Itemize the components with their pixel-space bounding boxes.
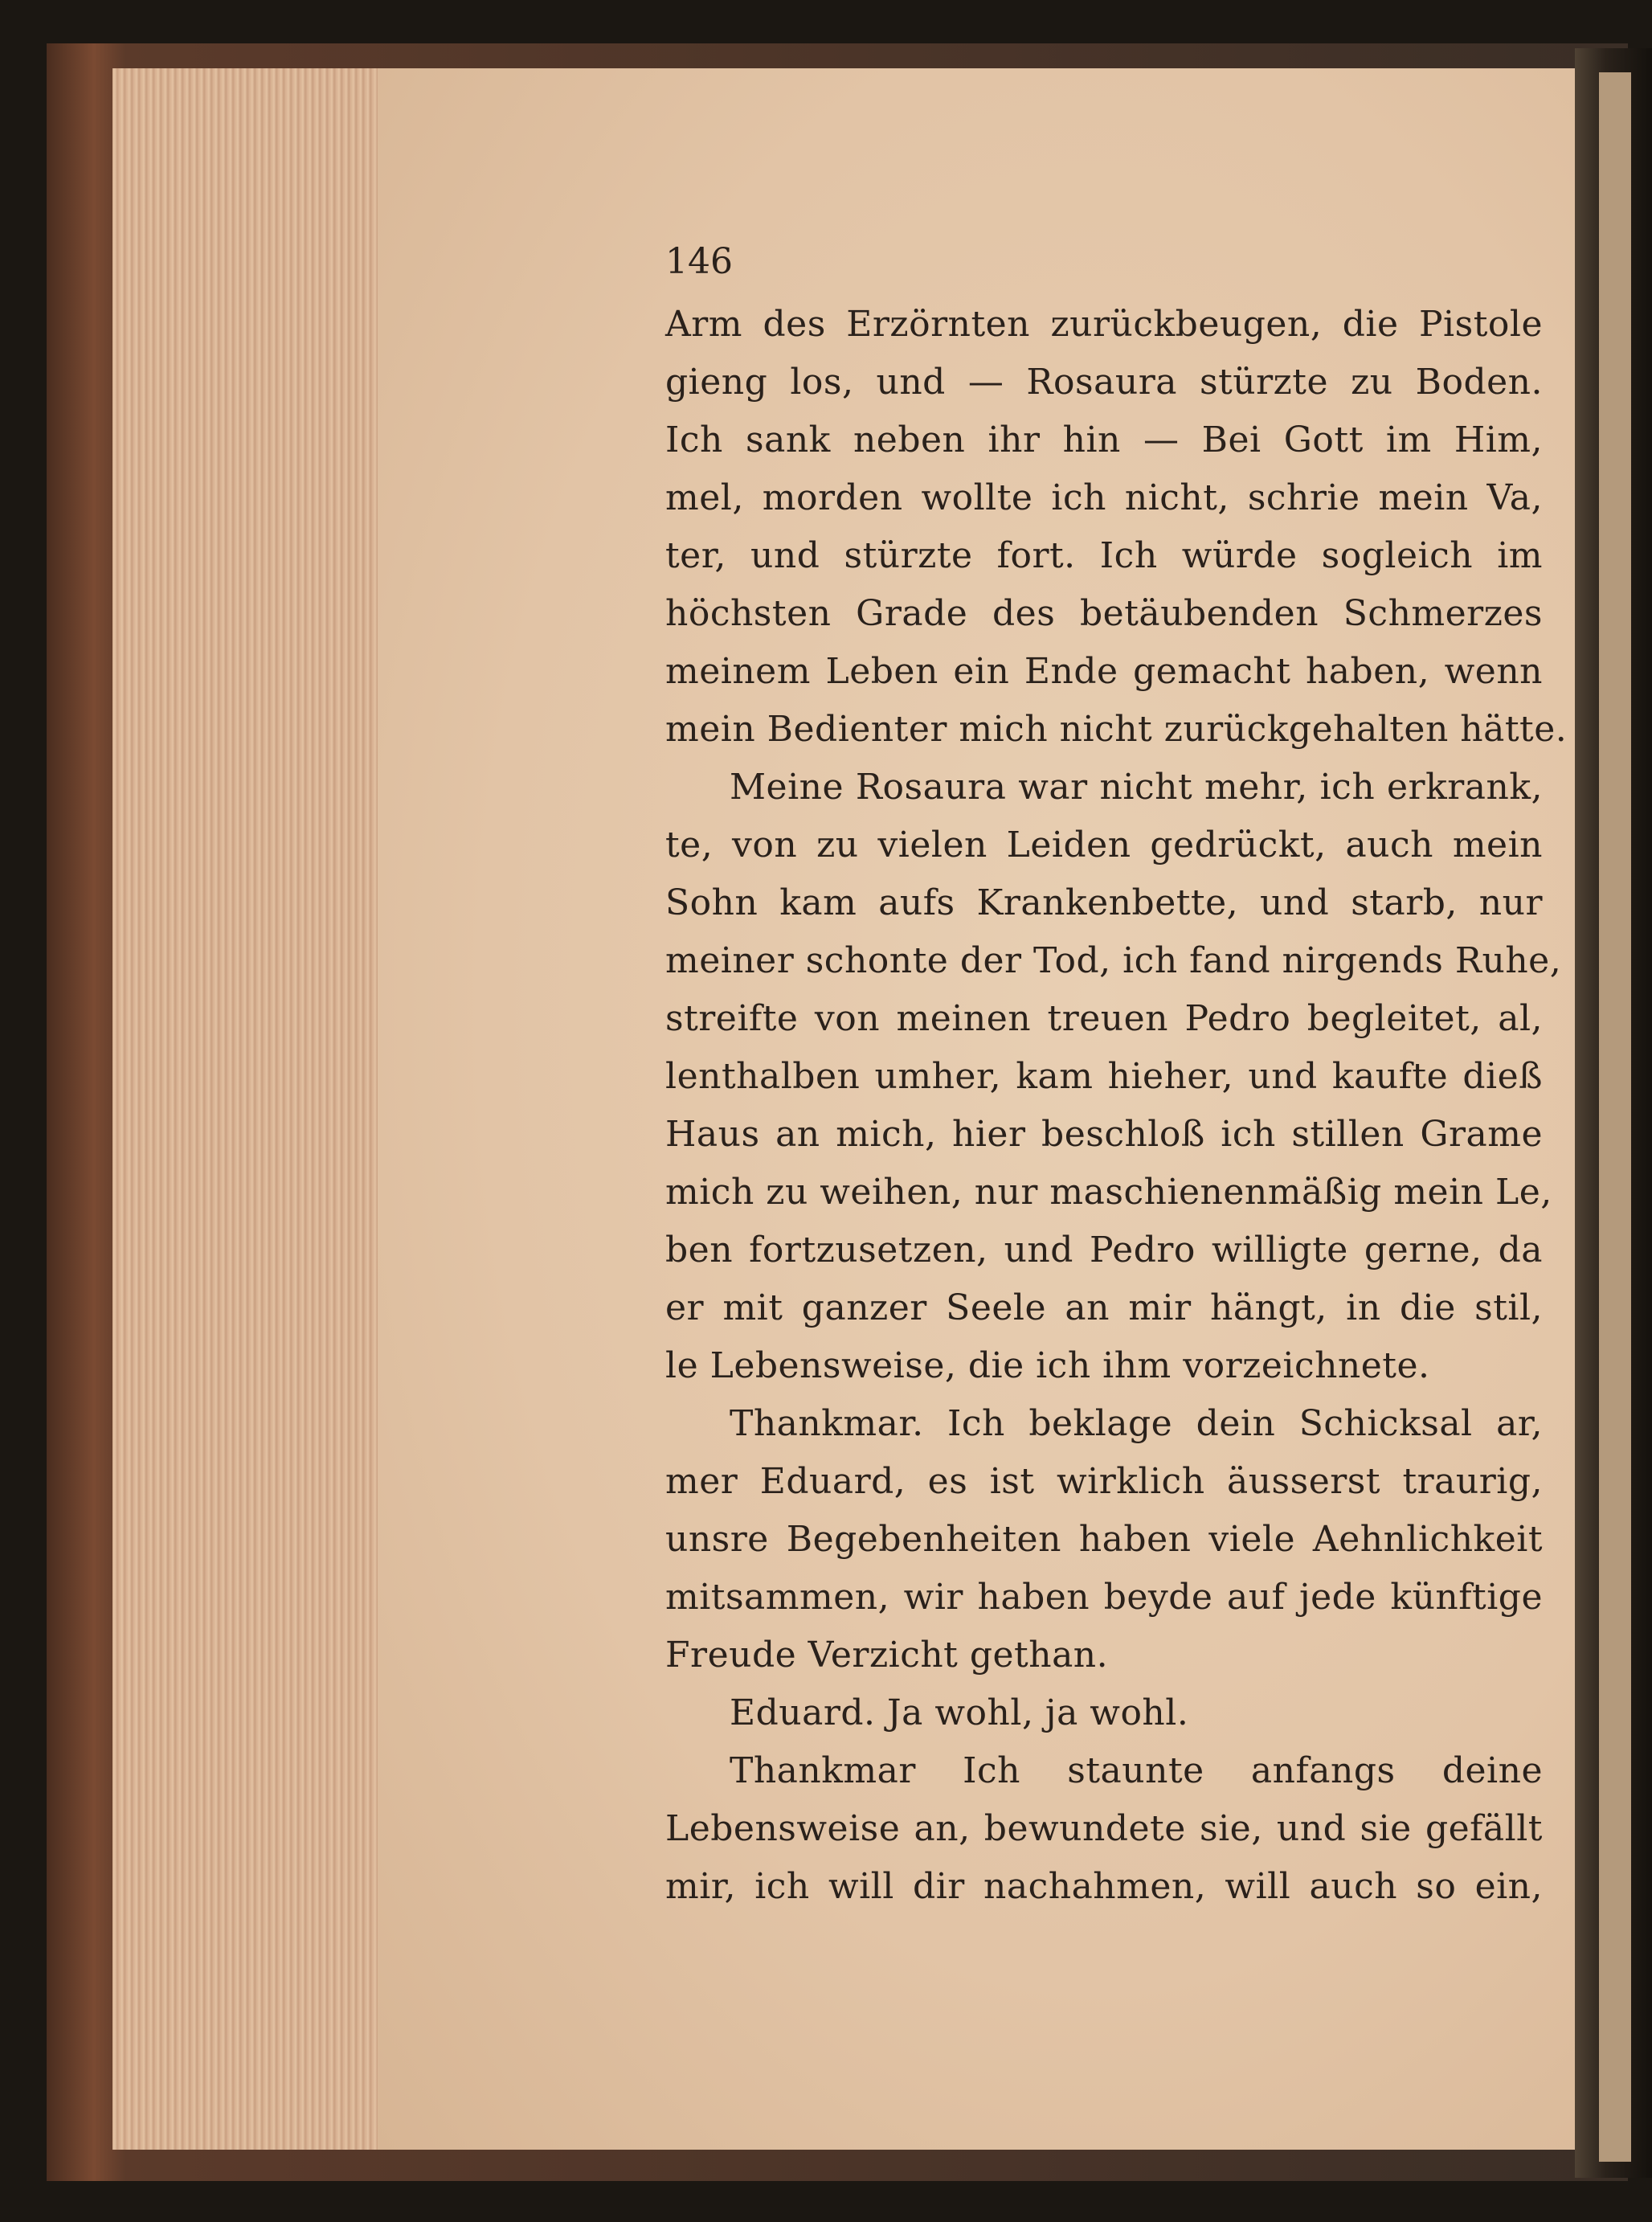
text-line: Thankmar Ich staunte anfangs deine bbox=[730, 1750, 1543, 1791]
text-line: Haus an mich, hier beschloß ich stillen Grame bbox=[665, 1114, 1543, 1155]
text-line: Sohn kam aufs Krankenbette, und starb, nur bbox=[665, 882, 1543, 923]
text-line: Lebensweise an, bewundete sie, und sie gefällt bbox=[665, 1808, 1543, 1849]
facing-page-edge bbox=[1599, 72, 1631, 2162]
page-edges bbox=[112, 68, 386, 2150]
text-line: mir, ich will dir nachahmen, will auch so ein, bbox=[665, 1866, 1543, 1907]
text-line: mich zu weihen, nur maschienenmäßig mein Le, bbox=[665, 1172, 1552, 1213]
text-line: Freude Verzicht gethan. bbox=[665, 1635, 1109, 1676]
text-line: mein Bedienter mich nicht zurückgehalten hätte. bbox=[665, 709, 1568, 750]
text-line: mer Eduard, es ist wirklich äusserst traurig, bbox=[665, 1461, 1543, 1502]
text-line: mel, morden wollte ich nicht, schrie mein Va, bbox=[665, 477, 1543, 518]
text-line: meinem Leben ein Ende gemacht haben, wenn bbox=[665, 651, 1543, 692]
text-line: er mit ganzer Seele an mir hängt, in die stil, bbox=[665, 1287, 1543, 1328]
text-line: lenthalben umher, kam hieher, und kaufte dieß bbox=[665, 1056, 1543, 1097]
text-line: mitsammen, wir haben beyde auf jede künftige bbox=[665, 1577, 1543, 1618]
text-line: unsre Begebenheiten haben viele Aehnlichkeit bbox=[665, 1519, 1543, 1560]
text-line: te, von zu vielen Leiden gedrückt, auch mein bbox=[665, 825, 1543, 865]
text-line: ter, und stürzte fort. Ich würde sogleich im bbox=[665, 535, 1543, 576]
text-line: höchsten Grade des betäubenden Schmerzes bbox=[665, 593, 1543, 634]
text-line: le Lebensweise, die ich ihm vorzeichnete. bbox=[665, 1345, 1430, 1386]
text-line: meiner schonte der Tod, ich fand nirgends Ruhe, bbox=[665, 940, 1562, 981]
page-number: 146 bbox=[665, 241, 733, 282]
text-line: Meine Rosaura war nicht mehr, ich erkrank, bbox=[730, 767, 1543, 808]
text-line: Thankmar. Ich beklage dein Schicksal ar, bbox=[730, 1403, 1543, 1444]
text-line: gieng los, und — Rosaura stürzte zu Boden. bbox=[665, 362, 1543, 403]
text-line: streifte von meinen treuen Pedro begleitet, al, bbox=[665, 998, 1543, 1039]
text-line: ben fortzusetzen, und Pedro willigte gerne, da bbox=[665, 1230, 1543, 1271]
text-line: Eduard. Ja wohl, ja wohl. bbox=[730, 1692, 1189, 1733]
text-line: Arm des Erzörnten zurückbeugen, die Pistole bbox=[665, 304, 1543, 345]
text-line: Ich sank neben ihr hin — Bei Gott im Him, bbox=[665, 419, 1543, 460]
